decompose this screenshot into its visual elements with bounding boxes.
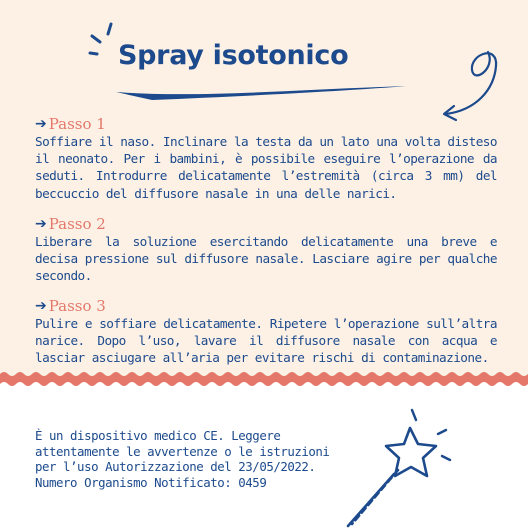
step-3 [35,298,497,367]
legal-line-3: per l’uso Autorizzazione del 23/05/2022. [35,459,316,475]
step-1-label: Passo 1 [48,115,106,133]
step-2-label: Passo 2 [48,215,106,233]
step-2 [35,216,497,285]
step-1 [35,116,497,202]
step-3-heading [35,298,497,315]
curl-arrow-icon [426,38,506,128]
arrow-right-icon: ➔ [35,116,47,132]
arrow-right-icon: ➔ [35,298,47,314]
legal-line-1: È un dispositivo medico CE. Leggere [35,428,281,443]
page-title: Spray isotonico [118,40,349,71]
title-underline [112,78,412,102]
step-3-label: Passo 3 [48,297,106,315]
wavy-divider [0,368,528,390]
step-1-heading [35,116,497,133]
step-2-text: Liberare la soluzione esercitando delicatamente una breve e decisa pressione sul diffusore nasale. Lasciare agire per qualche secondo. [35,234,497,284]
step-3-text: Pulire e soffiare delicatamente. Ripetere l’operazione sull’altra narice. Dopo l’uso, lavare il diffusore nasale con acqua e lasciar asciugare all’aria per evitare rischi di contaminazione. [35,316,497,366]
legal-line-4: Numero Organismo Notificato: 0459 [35,474,267,490]
arrow-right-icon: ➔ [35,216,47,232]
legal-notice [35,428,365,490]
step-1-text: Soffiare il naso. Inclinare la testa da un lato una volta disteso il neonato. Per i bambini, è possibile eseguire l’operazione da seduti. Introdurre delicatamente l’estremità (circa 3 mm) del beccuccio del diffusore nasale in una delle narici. [35,134,497,201]
legal-line-2: attentamente le avvertenze o le istruzioni [35,443,330,459]
step-2-heading [35,216,497,233]
star-wand-icon [346,404,466,528]
